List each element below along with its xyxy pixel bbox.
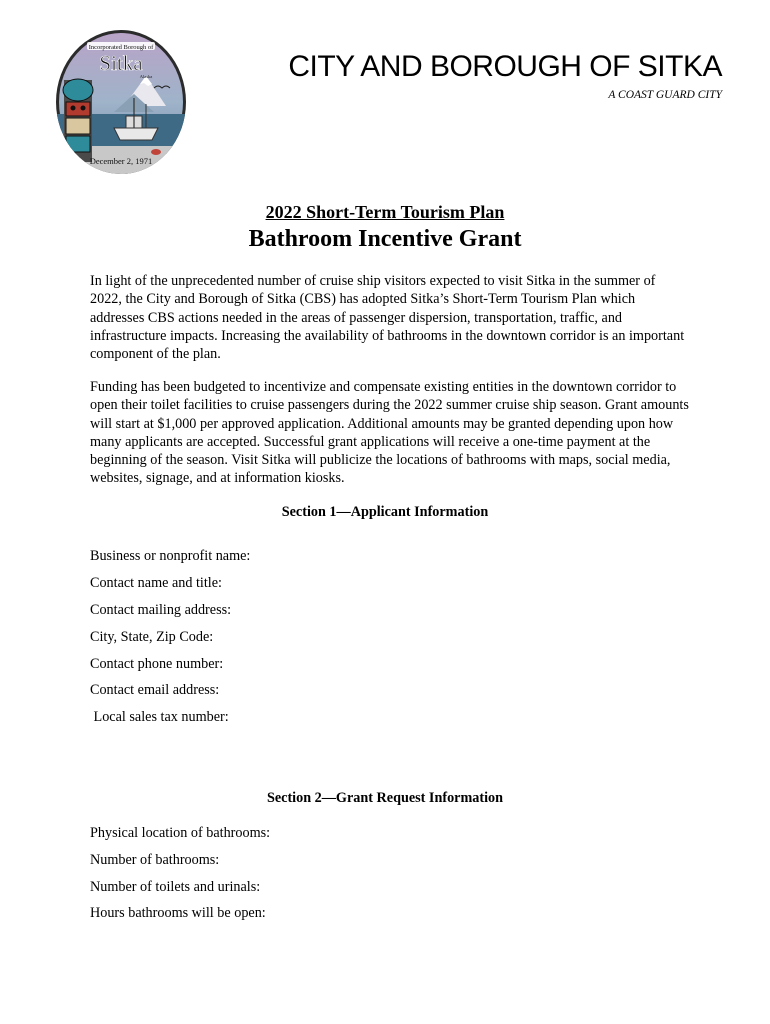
section-2-heading: Section 2—Grant Request Information — [266, 790, 504, 806]
city-subtitle: A COAST GUARD CITY — [608, 89, 722, 101]
field-sales-tax-number: Local sales tax number: — [90, 709, 229, 725]
field-toilets-urinals: Number of toilets and urinals: — [90, 879, 261, 895]
city-title: CITY AND BOROUGH OF SITKA — [288, 50, 722, 83]
field-mailing-address: Contact mailing address: — [90, 602, 232, 618]
field-contact-name-title: Contact name and title: — [90, 575, 222, 591]
seal-arc-text: Incorporated Borough of — [88, 44, 154, 51]
seal-small-text: Alaska — [139, 74, 153, 79]
intro-paragraph: In light of the unprecedented number of cruise ship visitors expected to visit Sitka in the summer of 2022, the City and Borough of Sitka (CBS) has adopted Sitka’s Short-Term Tourism Plan which addresses CBS actions needed in the areas of passenger dispersion, transportation, traffic, and infrastructure impacts. Increasing the availability of bathrooms in the downtown corridor is an important component of the plan. — [90, 273, 685, 363]
field-phone-number: Contact phone number: — [90, 656, 224, 672]
field-bathroom-location: Physical location of bathrooms: — [90, 825, 271, 841]
seal-name: Sitka — [99, 51, 143, 75]
field-business-name: Business or nonprofit name: — [90, 548, 251, 564]
field-hours-open: Hours bathrooms will be open: — [90, 905, 266, 921]
city-seal-logo — [54, 28, 188, 176]
plan-title: 2022 Short-Term Tourism Plan — [265, 202, 505, 222]
grant-title: Bathroom Incentive Grant — [248, 226, 522, 252]
section-1-heading: Section 1—Applicant Information — [281, 504, 489, 520]
field-number-of-bathrooms: Number of bathrooms: — [90, 852, 220, 868]
seal-date: December 2, 1971 — [89, 156, 153, 166]
field-city-state-zip: City, State, Zip Code: — [90, 629, 214, 645]
field-email-address: Contact email address: — [90, 682, 220, 698]
funding-paragraph: Funding has been budgeted to incentivize and compensate existing entities in the downtown corridor to open their toilet facilities to cruise passengers during the 2022 summer cruise ship season. Grant amounts will start at $1,000 per approved application. Additional amounts may be granted depending upon how many applicants are accepted. Successful grant applications will receive a one-time payment at the beginning of the season. Visit Sitka will publicize the locations of bathrooms with maps, social media, websites, signage, and at information kiosks. — [90, 379, 689, 487]
